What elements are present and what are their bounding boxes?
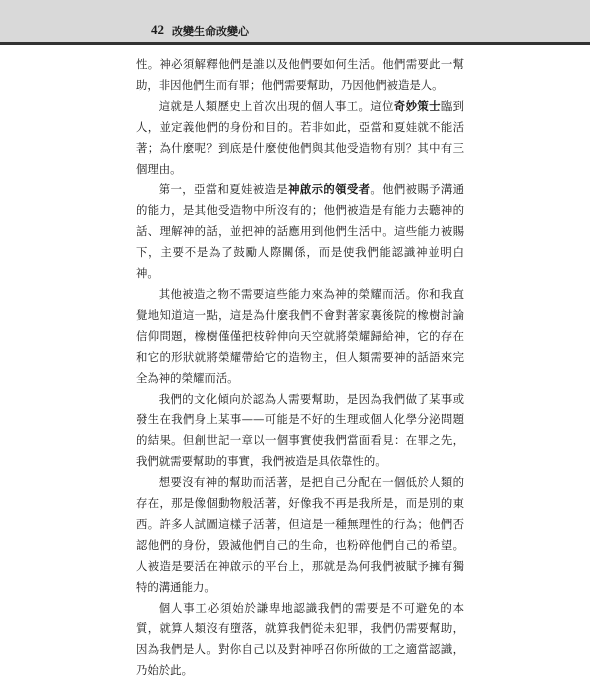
header-rule (0, 42, 590, 45)
paragraph-text: 想要沒有神的幫助而活著，是把自己分配在一個低於人類的存在，那是像個動物般活著，好像我不再是我所是，而是別的東西。許多人試圖這樣子活著，但這是一種無理性的行為；他們否認他們的身份，毀滅他們自己的生命，也粉碎他們自己的希望。人被造是要活在神啟示的平台上，那就是為何我們被賦予擁有獨特的溝通能力。 (136, 475, 464, 594)
paragraph-text: 其他被造之物不需要這些能力來為神的榮耀而活。你和我直覺地知道這一點，這是為什麼我們不會對著家裏後院的橡樹討論信仰問題，橡樹僅僅把枝幹伸向天空就將榮耀歸給神，它的存在和它的形狀就將榮耀帶給它的造物主，但人類需要神的話語來完全為神的榮耀而活。 (136, 286, 464, 385)
page-header (0, 0, 590, 46)
paragraph-1 (136, 54, 464, 96)
bold-term: 神啟示的領受者 (288, 182, 371, 197)
paragraph-text: 第一，亞當和夏娃被造是 (158, 182, 289, 197)
paragraph-2 (136, 96, 464, 180)
paragraph-5 (136, 389, 464, 473)
paragraph-7 (136, 598, 464, 681)
body-text (136, 54, 464, 681)
paragraph-6 (136, 472, 464, 597)
paragraph-text: 個人事工必須始於謙卑地認識我們的需要是不可避免的本質，就算人類沒有墮落，就算我們從未犯罪，我們仍需要幫助，因為我們是人。對你自己以及對神呼召你所做的工之適當認識，乃始於此。 (136, 600, 464, 678)
paragraph-text: 性。神必須解釋他們是誰以及他們要如何生活。他們需要此一幫助，非因他們生而有罪；他們需要幫助，乃因他們被造是人。 (136, 57, 464, 92)
paragraph-text: 我們的文化傾向於認為人需要幫助，是因為我們做了某事或發生在我們身上某事——可能是不好的生理或個人化學分泌問題的結果。但創世記一章以一個事實使我們當面看見：在罪之先，我們就需要幫助的事實，我們被造是具依靠性的。 (136, 391, 464, 469)
paragraph-3 (136, 179, 464, 284)
book-title: 改變生命改變心 (172, 25, 249, 38)
paragraph-text: 。他們被賜予溝通的能力，是其他受造物中所沒有的；他們被造是有能力去聽神的話、理解神的話，並把神的話應用到他們生活中。這些能力被賜下，主要不是為了鼓勵人際關係，而是使我們能認識神並明白神。 (136, 182, 464, 281)
paragraph-4 (136, 284, 464, 389)
bold-term: 奇妙策士 (393, 98, 441, 113)
header-band (0, 0, 590, 42)
paragraph-text: 這就是人類歷史上首次出現的個人事工。這位 (158, 98, 394, 113)
page-number: 42 (151, 22, 164, 37)
paragraph-text: 臨到人，並定義他們的身份和目的。若非如此，亞當和夏娃就不能活著；為什麼呢？到底是什麼使他們與其他受造物有別？其中有三個理由。 (136, 98, 464, 176)
